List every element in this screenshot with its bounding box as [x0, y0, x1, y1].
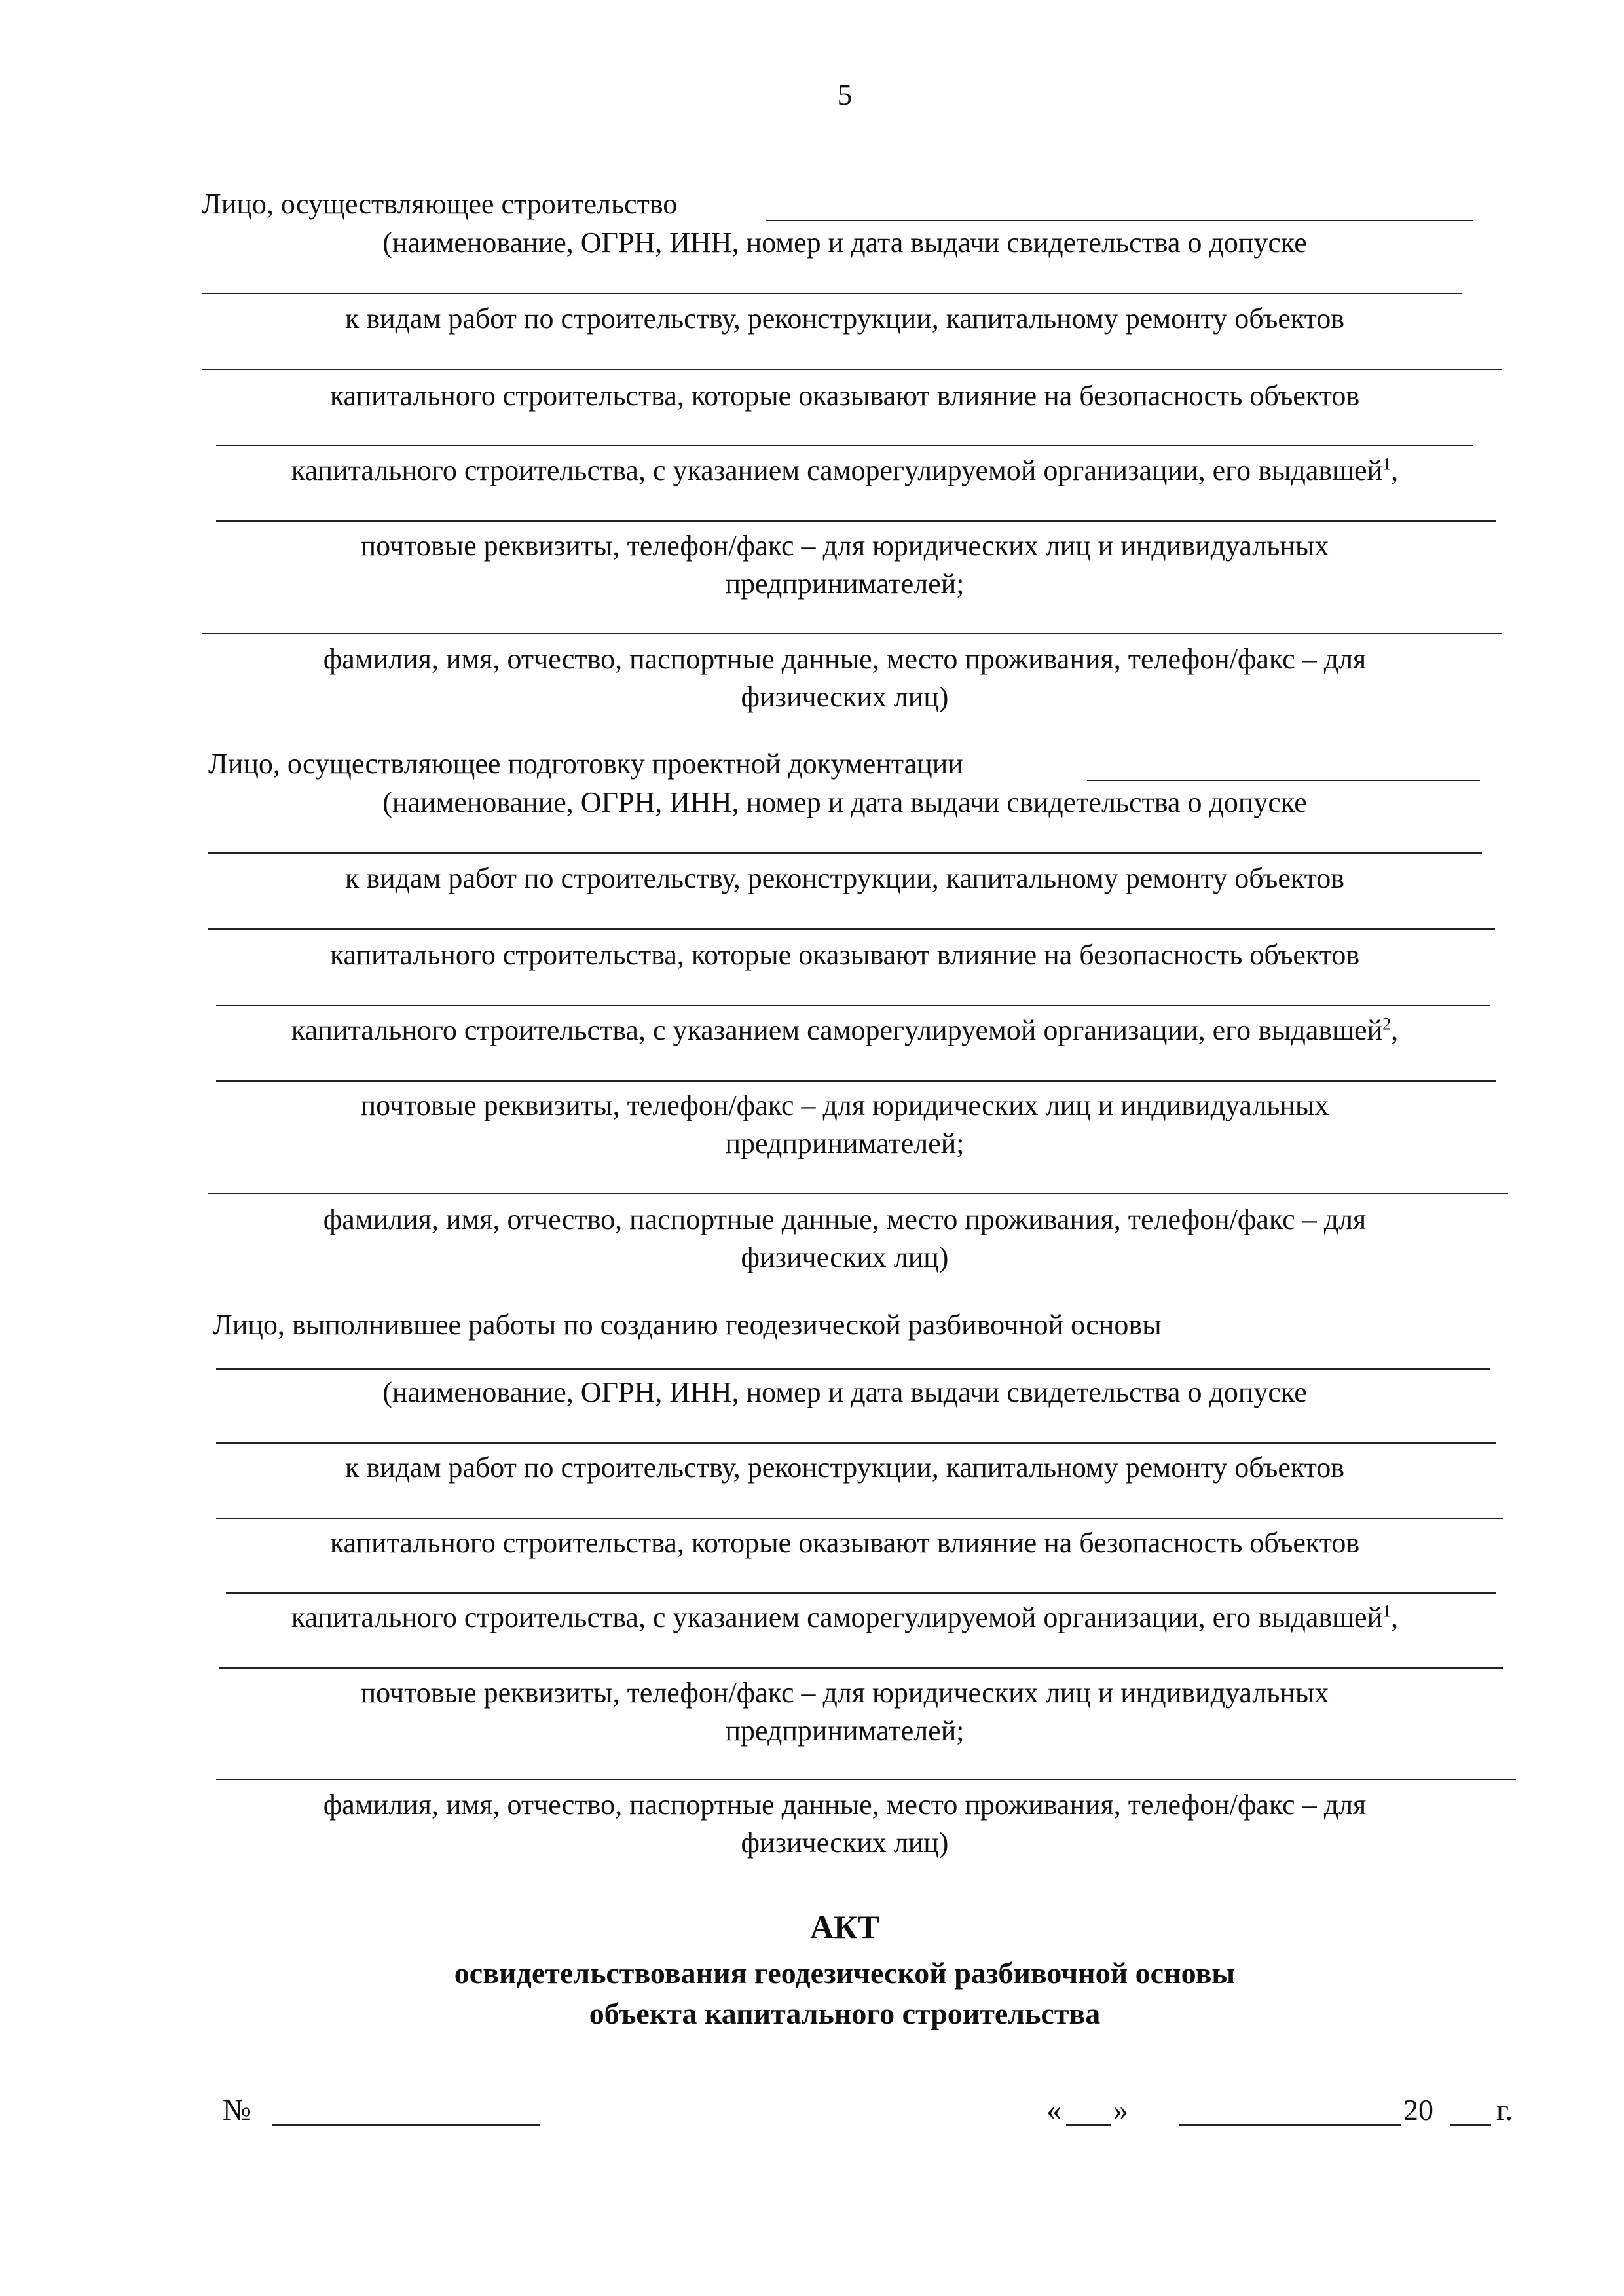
section2-line-3: капитального строительства, которые оказывают влияние на безопасность объектов — [329, 939, 1360, 971]
section1-line-6 — [0, 640, 1624, 716]
section3-heading: Лицо, выполнившее работы по созданию геодезической разбивочной основы — [213, 1309, 1162, 1341]
year-suffix: г. — [1496, 2093, 1513, 2126]
section2-rule-5 — [208, 1193, 1508, 1194]
section1-line-6a: фамилия, имя, отчество, паспортные данные, место проживания, телефон/факс – для — [323, 643, 1367, 675]
section3-line-1: (наименование, ОГРН, ИНН, номер и дата выдачи свидетельства о допуске — [382, 1376, 1307, 1408]
section3-line-5 — [0, 1674, 1624, 1750]
section2-line-6b: физических лиц) — [741, 1241, 949, 1274]
act-number-blank — [272, 2124, 540, 2126]
section3-rule-5 — [216, 1779, 1516, 1780]
section2-line-6 — [0, 1201, 1624, 1277]
section1-line-1: (наименование, ОГРН, ИНН, номер и дата выдачи свидетельства о допуске — [382, 227, 1307, 259]
section2-heading-blank — [1087, 780, 1480, 781]
section2-line-2: к видам работ по строительству, реконструкции, капитальному ремонту объектов — [344, 862, 1345, 894]
section2-rule-2 — [208, 928, 1495, 930]
section3-line-2: к видам работ по строительству, реконструкции, капитальному ремонту объектов — [344, 1451, 1345, 1484]
section3-line-6a: фамилия, имя, отчество, паспортные данные, место проживания, телефон/факс – для — [323, 1789, 1367, 1821]
section1-rule-3 — [216, 445, 1473, 446]
section2-rule-1 — [208, 852, 1482, 854]
section3-line-5b: предпринимателей; — [725, 1715, 965, 1747]
section3-line-6b: физических лиц) — [741, 1827, 949, 1859]
section2-line-1: (наименование, ОГРН, ИНН, номер и дата выдачи свидетельства о допуске — [382, 786, 1307, 818]
day-blank — [1066, 2124, 1111, 2126]
section2-line-5a: почтовые реквизиты, телефон/факс – для юридических лиц и индивидуальных — [360, 1089, 1329, 1121]
section1-heading-blank — [766, 220, 1473, 221]
month-blank — [1179, 2124, 1401, 2126]
section2-line-6a: фамилия, имя, отчество, паспортные данные, место проживания, телефон/факс – для — [323, 1203, 1367, 1235]
page-number: 5 — [837, 78, 853, 111]
section1-heading: Лицо, осуществляющее строительство — [202, 188, 678, 220]
section1-line-6b: физических лиц) — [741, 681, 949, 714]
section1-line-3: капитального строительства, которые оказывают влияние на безопасность объектов — [329, 380, 1360, 412]
act-subtitle-line-2: объекта капитального строительства — [589, 1997, 1101, 2030]
section3-line-3: капитального строительства, которые оказывают влияние на безопасность объектов — [329, 1527, 1360, 1559]
section1-line-5b: предпринимателей; — [725, 568, 965, 600]
trailing-comma: , — [1391, 1601, 1399, 1633]
act-title: АКТ — [810, 1908, 879, 1945]
section1-line-2: к видам работ по строительству, реконструкции, капитальному ремонту объектов — [344, 302, 1345, 335]
section2-heading: Лицо, осуществляющее подготовку проектной документации — [208, 748, 963, 780]
footnote-mark: 1 — [1382, 1601, 1392, 1621]
section1-line-4 — [0, 452, 1624, 490]
section3-rule-0 — [216, 1368, 1490, 1370]
year-prefix: 20 — [1403, 2093, 1433, 2126]
section3-line-4-text: капитального строительства, с указанием саморегулируемой организации, его выдавшей — [291, 1601, 1383, 1633]
section3-rule-3 — [226, 1592, 1496, 1594]
section3-rule-1 — [216, 1442, 1496, 1444]
section1-line-5a: почтовые реквизиты, телефон/факс – для юридических лиц и индивидуальных — [360, 530, 1329, 562]
section3-line-6 — [0, 1786, 1624, 1862]
section1-rule-5 — [202, 633, 1502, 634]
section2-line-5 — [0, 1087, 1624, 1163]
section3-line-4 — [0, 1599, 1624, 1637]
section2-line-4-text: капитального строительства, с указанием саморегулируемой организации, его выдавшей — [291, 1014, 1383, 1046]
trailing-comma: , — [1391, 1014, 1399, 1046]
footnote-mark: 1 — [1382, 454, 1392, 474]
section2-rule-3 — [216, 1005, 1490, 1006]
section2-line-5b: предпринимателей; — [725, 1127, 965, 1160]
quote-close: » — [1113, 2093, 1128, 2126]
section3-rule-4 — [219, 1667, 1503, 1669]
section1-line-5 — [0, 527, 1624, 603]
section2-line-4 — [0, 1011, 1624, 1049]
section3-rule-2 — [216, 1518, 1503, 1519]
trailing-comma: , — [1391, 454, 1399, 486]
section2-rule-4 — [216, 1080, 1496, 1082]
section1-rule-2 — [202, 369, 1502, 370]
section3-line-5a: почтовые реквизиты, телефон/факс – для юридических лиц и индивидуальных — [360, 1677, 1329, 1709]
section1-rule-4 — [216, 520, 1496, 522]
quote-open: « — [1046, 2093, 1061, 2126]
section1-line-4-text: капитального строительства, с указанием саморегулируемой организации, его выдавшей — [291, 454, 1383, 486]
number-sign: № — [223, 2093, 251, 2126]
footnote-mark: 2 — [1382, 1014, 1392, 1034]
year-blank — [1450, 2124, 1491, 2126]
act-subtitle-line-1: освидетельствования геодезической разбивочной основы — [454, 1956, 1236, 1990]
section1-rule-1 — [202, 293, 1462, 294]
